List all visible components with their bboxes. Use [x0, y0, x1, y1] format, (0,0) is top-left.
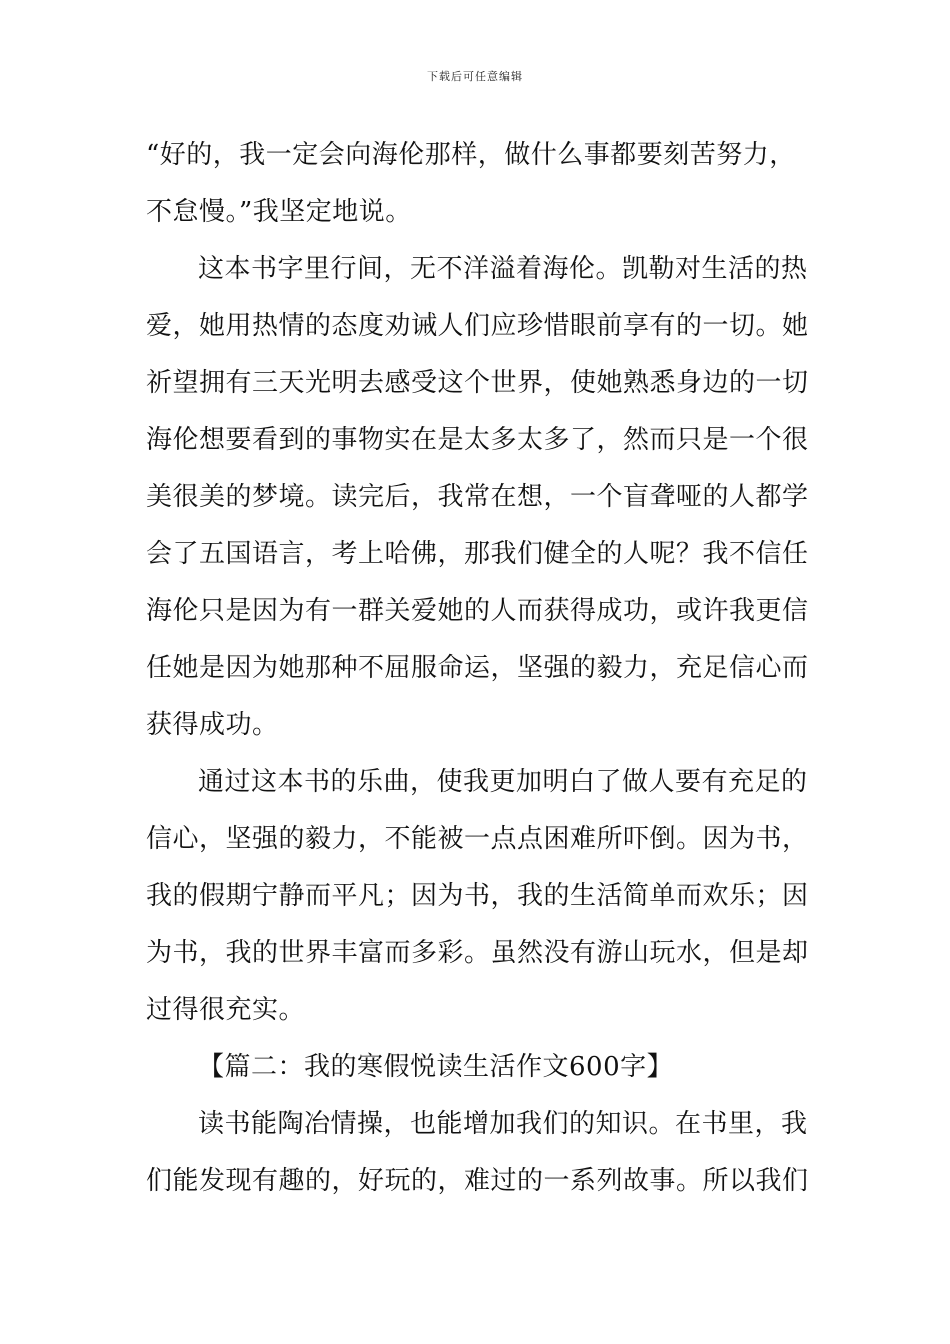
page-header: 下载后可任意编辑 [427, 70, 523, 83]
text-line: 们能发现有趣的，好玩的，难过的一系列故事。所以我们 [146, 1166, 809, 1196]
paragraph-start-line: 通过这本书的乐曲，使我更加明白了做人要有充足的 [198, 767, 808, 797]
text-line: 信心，坚强的毅力，不能被一点点困难所吓倒。因为书， [146, 824, 809, 854]
document-body [146, 127, 808, 1210]
text-line: 祈望拥有三天光明去感受这个世界，使她熟悉身边的一切 [146, 368, 809, 398]
text-line: 会了五国语言，考上哈佛，那我们健全的人呢？我不信任 [146, 539, 809, 569]
text-line: 海伦想要看到的事物实在是太多太多了，然而只是一个很 [146, 425, 809, 455]
text-line: 爱，她用热情的态度劝诫人们应珍惜眼前享有的一切。她 [146, 311, 809, 341]
text-line: 为书，我的世界丰富而多彩。虽然没有游山玩水，但是却 [146, 938, 809, 968]
text-line: 获得成功。 [146, 710, 279, 740]
text-line: 不怠慢。”我坚定地说。 [146, 197, 412, 227]
paragraph-start-line: 读书能陶冶情操，也能增加我们的知识。在书里，我 [198, 1109, 808, 1139]
text-line: 过得很充实。 [146, 995, 306, 1025]
text-line: 美很美的梦境。读完后，我常在想，一个盲聋哑的人都学 [146, 482, 809, 512]
section-heading: 【篇二：我的寒假悦读生活作文600字】 [198, 1052, 674, 1082]
text-line: 海伦只是因为有一群关爱她的人而获得成功，或许我更信 [146, 596, 809, 626]
text-line: 我的假期宁静而平凡；因为书，我的生活简单而欢乐；因 [146, 881, 809, 911]
paragraph-start-line: 这本书字里行间，无不洋溢着海伦。凯勒对生活的热 [198, 254, 808, 284]
text-line: 任她是因为她那种不屈服命运，坚强的毅力，充足信心而 [146, 653, 809, 683]
text-line: “好的，我一定会向海伦那样，做什么事都要刻苦努力， [146, 140, 796, 170]
